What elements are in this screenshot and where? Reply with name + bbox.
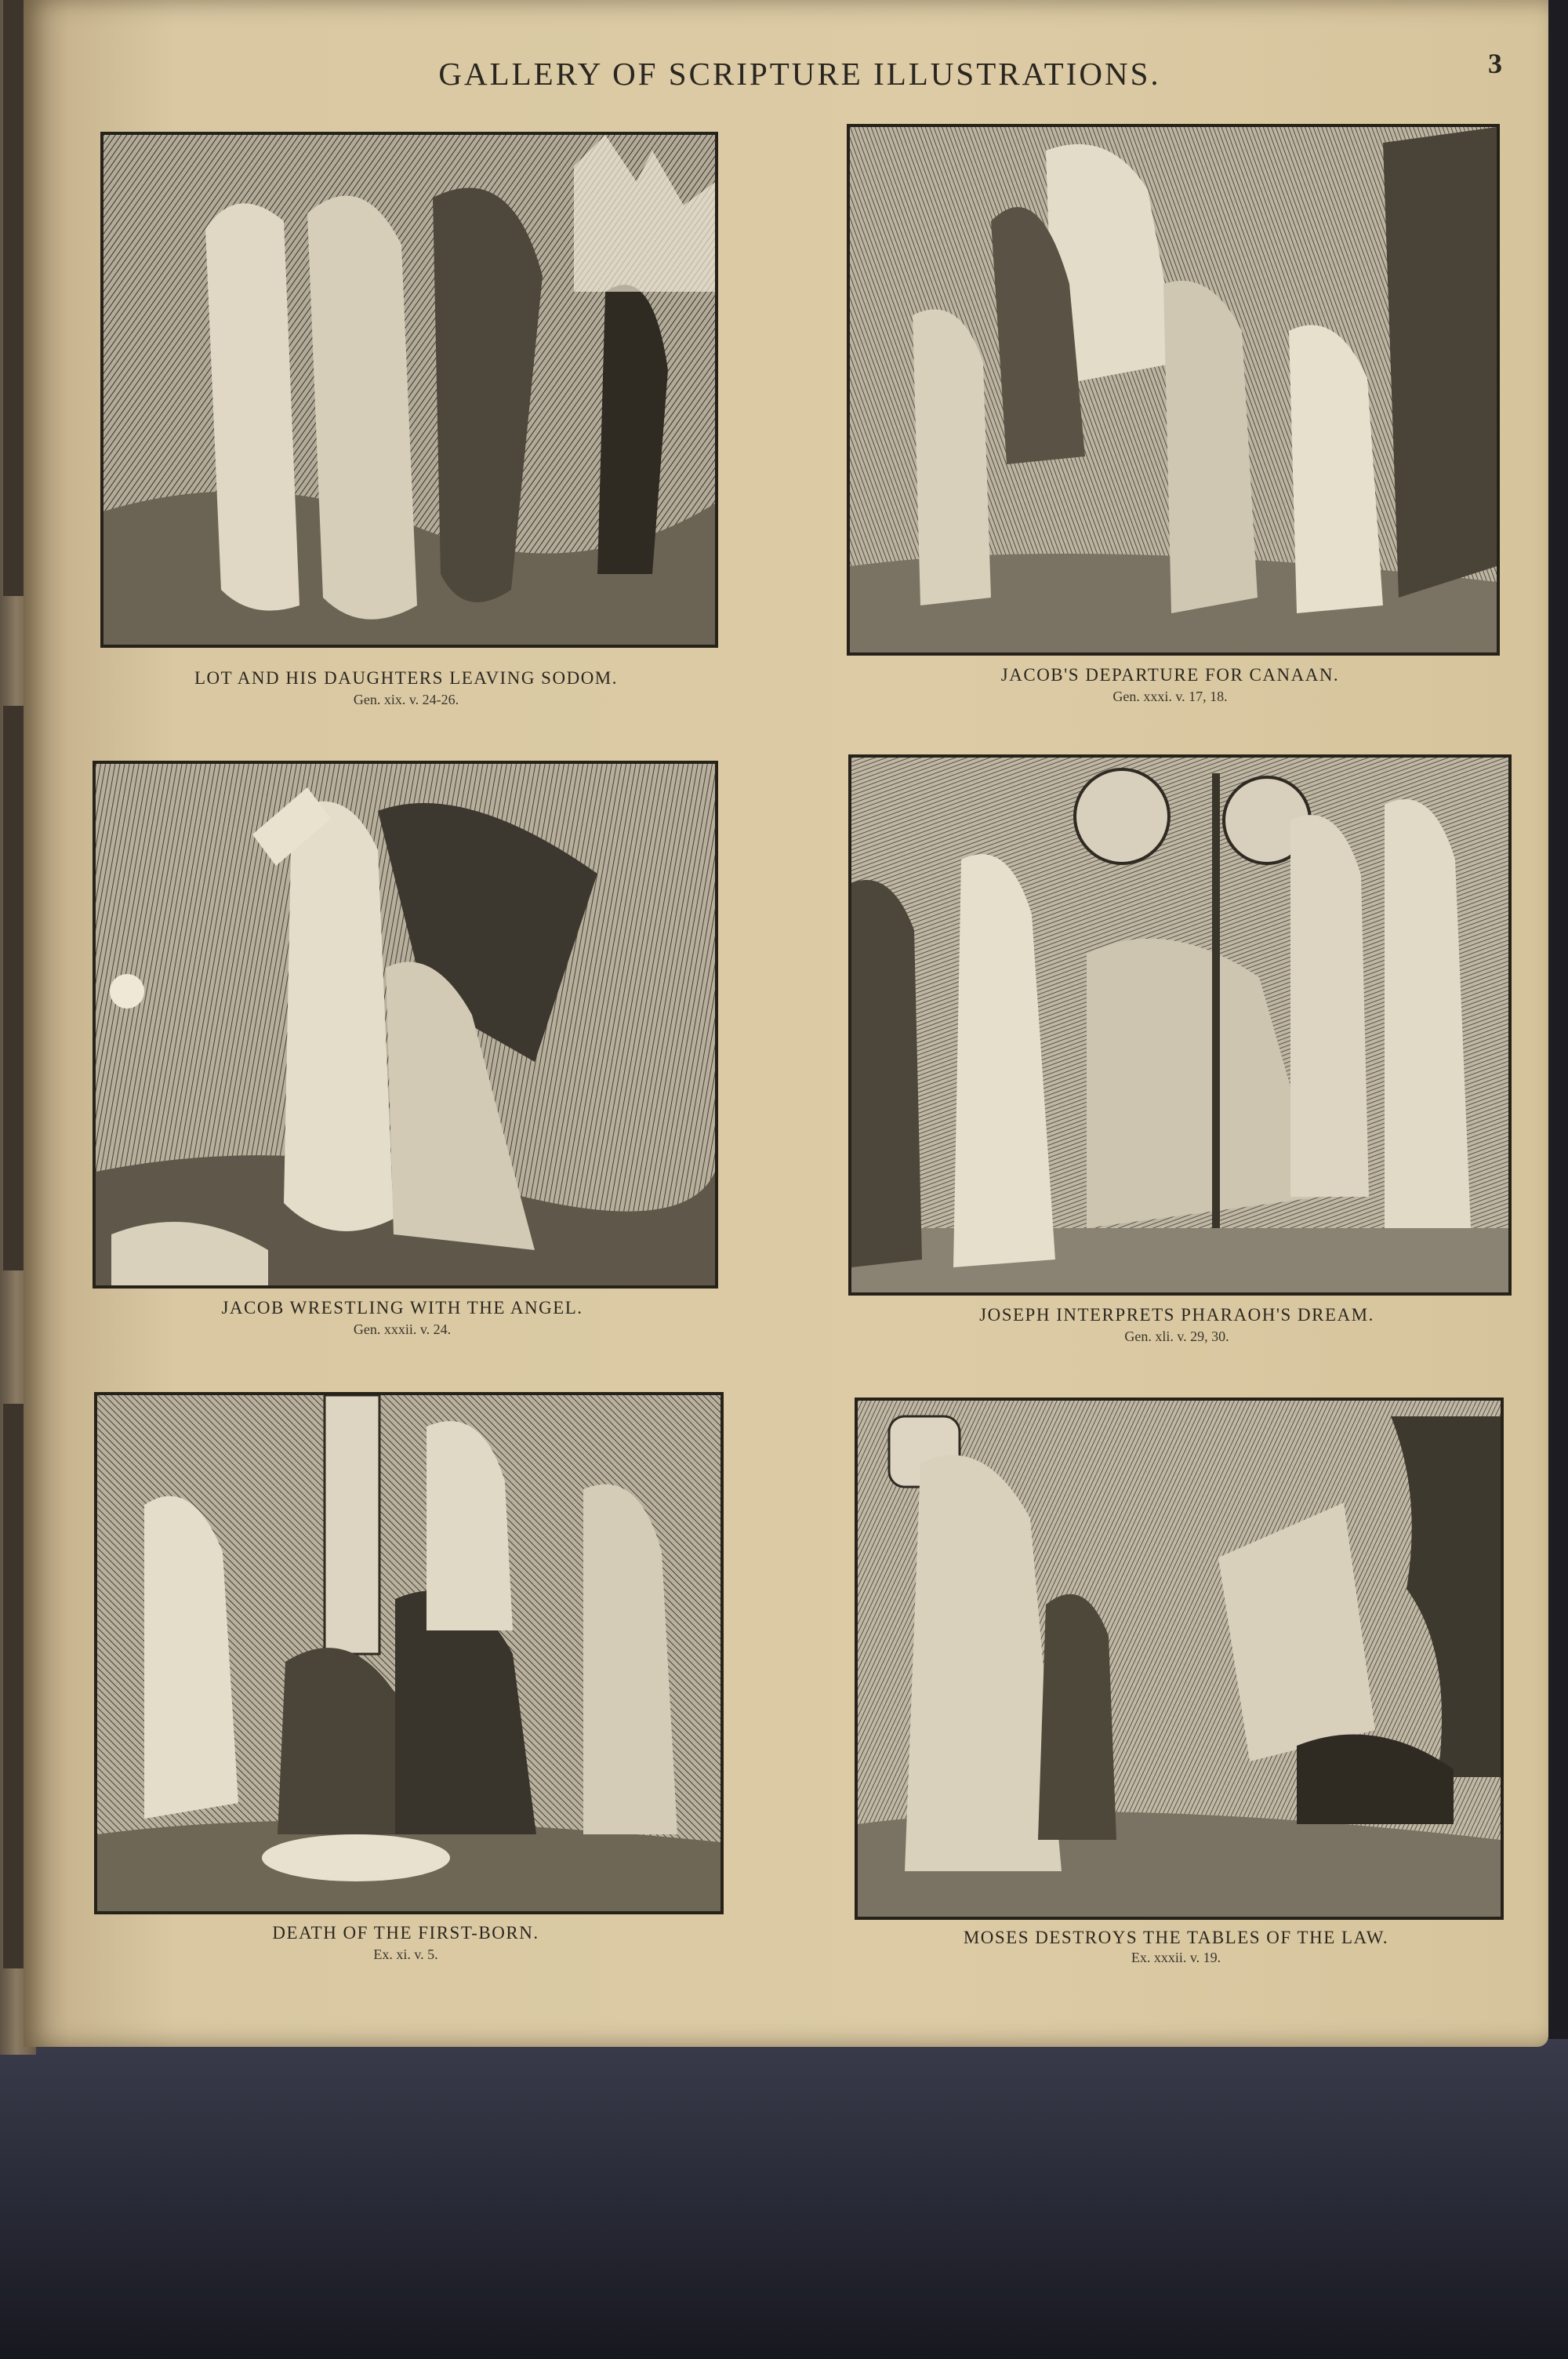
scripture-reference: Ex. xxxii. v. 19. bbox=[1131, 1950, 1221, 1965]
illustration-caption: JACOB WRESTLING WITH THE ANGEL. bbox=[221, 1298, 583, 1318]
engraving-art bbox=[97, 1395, 720, 1911]
engraving-death-of-first-born bbox=[94, 1392, 724, 1914]
scripture-reference: Gen. xxxi. v. 17, 18. bbox=[1112, 689, 1228, 704]
engraving-art bbox=[858, 1401, 1501, 1917]
running-title: GALLERY OF SCRIPTURE ILLUSTRATIONS. bbox=[438, 56, 1161, 92]
engraving-joseph-interprets-dream bbox=[848, 754, 1512, 1296]
scripture-reference: Gen. xxxii. v. 24. bbox=[353, 1321, 452, 1337]
scripture-reference: Gen. xli. v. 29, 30. bbox=[1124, 1329, 1229, 1344]
illustration-caption: JACOB'S DEPARTURE FOR CANAAN. bbox=[1000, 665, 1340, 685]
page-number: 3 bbox=[1488, 48, 1502, 79]
engraving-moses-destroys-tables bbox=[855, 1398, 1504, 1920]
engraving-art bbox=[96, 764, 715, 1285]
illustration-caption: LOT AND HIS DAUGHTERS LEAVING SODOM. bbox=[194, 668, 618, 688]
table-surface bbox=[0, 2039, 1568, 2359]
illustration-caption: MOSES DESTROYS THE TABLES OF THE LAW. bbox=[963, 1928, 1389, 1947]
scripture-reference: Ex. xi. v. 5. bbox=[373, 1946, 438, 1962]
illustration-caption: JOSEPH INTERPRETS PHARAOH'S DREAM. bbox=[979, 1305, 1374, 1325]
engraving-art bbox=[850, 127, 1497, 652]
engraving-art bbox=[851, 758, 1508, 1292]
scripture-reference: Gen. xix. v. 24-26. bbox=[353, 692, 459, 707]
illustration-caption: DEATH OF THE FIRST-BORN. bbox=[272, 1923, 539, 1943]
book-page bbox=[24, 0, 1548, 2047]
engraving-art bbox=[103, 135, 715, 645]
engraving-jacob-departure bbox=[847, 124, 1500, 656]
engraving-lot-leaving-sodom bbox=[100, 132, 718, 648]
engraving-jacob-wrestling-angel bbox=[93, 761, 718, 1289]
